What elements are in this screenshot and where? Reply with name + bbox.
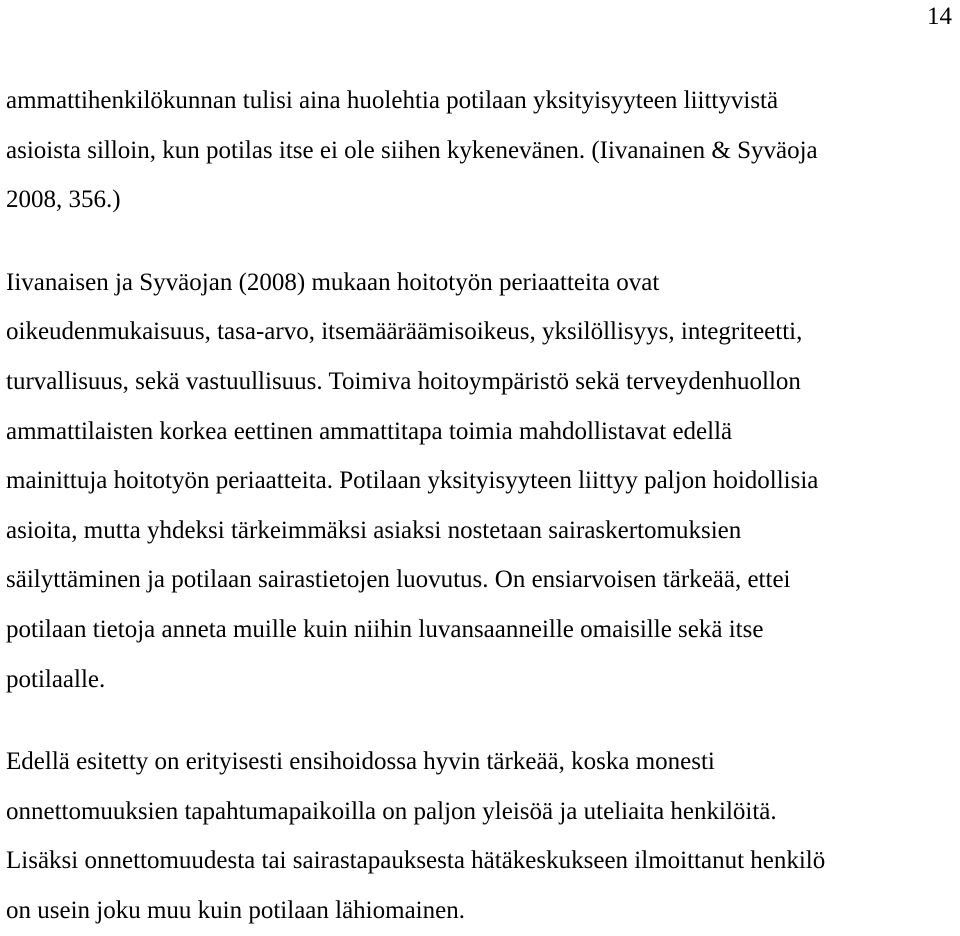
text-line: onnettomuuksien tapahtumapaikoilla on paljon yleisöä ja uteliaita henkilöitä. — [6, 797, 777, 825]
text-line: asioita, mutta yhdeksi tärkeimmäksi asiaksi nostetaan sairaskertomuksien — [6, 516, 742, 544]
paragraph-3 — [6, 737, 954, 935]
text-line: Edellä esitetty on erityisesti ensihoidossa hyvin tärkeää, koska monesti — [6, 748, 715, 776]
text-line: 2008, 356.) — [6, 186, 121, 214]
text-line: Iivanaisen ja Syväojan (2008) mukaan hoitotyön periaatteita ovat — [6, 268, 660, 296]
text-line: ammattihenkilökunnan tulisi aina huolehtia potilaan yksityisyyteen liittyvistä — [6, 87, 779, 114]
paragraph-2 — [6, 258, 954, 704]
text-line: potilaalle. — [6, 665, 106, 693]
text-line: on usein joku muu kuin potilaan lähiomainen. — [6, 896, 465, 924]
text-line: oikeudenmukaisuus, tasa-arvo, itsemääräämisoikeus, yksilöllisyys, integriteetti, — [6, 318, 803, 346]
page-body — [6, 76, 954, 936]
text-line: Lisäksi onnettomuudesta tai sairastapauksesta hätäkeskukseen ilmoittanut henkilö — [6, 847, 826, 875]
text-line: turvallisuus, sekä vastuullisuus. Toimiva hoitoympäristö sekä terveydenhuollon — [6, 367, 801, 395]
page-number: 14 — [927, 3, 952, 30]
text-line: mainittuja hoitotyön periaatteita. Potilaan yksityisyyteen liittyy paljon hoidollisia — [6, 467, 819, 495]
text-line: ammattilaisten korkea eettinen ammattitapa toimia mahdollistavat edellä — [6, 417, 733, 445]
paragraph-1 — [6, 76, 954, 225]
text-line: potilaan tietoja anneta muille kuin niihin luvansaanneille omaisille sekä itse — [6, 615, 764, 643]
text-line: asioista silloin, kun potilas itse ei ole siihen kykenevänen. (Iivanainen & Syväoja — [6, 136, 818, 164]
text-line: säilyttäminen ja potilaan sairastietojen luovutus. On ensiarvoisen tärkeää, ettei — [6, 566, 791, 594]
